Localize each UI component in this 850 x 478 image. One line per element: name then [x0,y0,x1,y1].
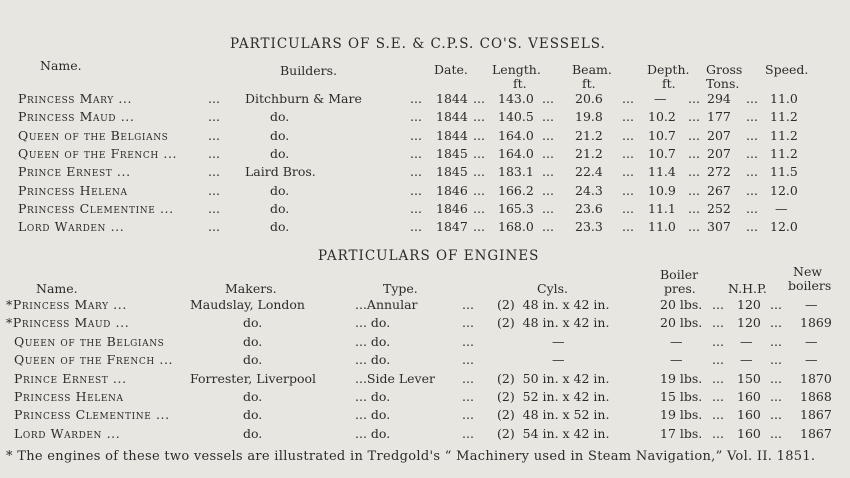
leader-dots [712,354,724,367]
leader-dots [542,93,554,106]
leader-dots [473,93,485,106]
engine-maker: do. [243,425,263,441]
vessel-name: Princess Clementine ... [18,200,174,216]
leader-dots [622,130,634,143]
leader-dots [770,391,782,404]
leader-dots [462,317,474,330]
vessel-builder: Laird Bros. [245,164,316,180]
vessel-date: 1844 [436,109,468,125]
engine-new-boilers: — [805,297,818,312]
engine-new-boilers: 1867 [800,407,832,423]
engine-maker: do. [243,389,263,404]
vessel-depth: 10.9 [648,182,676,198]
engine-nhp: 160 [737,425,761,441]
eng-header-boilers: boilers [788,278,832,293]
engine-boiler-pressure: 20 lbs. [660,315,703,331]
engine-new-boilers: 1869 [800,315,832,331]
engine-type: ...Side Lever [355,370,435,386]
header-depth-unit: ft. [662,76,676,91]
leader-dots [622,93,634,106]
vessel-beam: 23.3 [575,219,603,235]
vessel-beam: 23.6 [575,200,603,216]
vessel-speed: 11.5 [770,164,798,180]
vessel-date: 1844 [436,91,468,106]
vessel-depth: — [654,91,667,106]
vessel-speed: 11.2 [770,109,798,125]
engine-cyls: (2) 52 in. x 42 in. [497,389,610,404]
engine-cyls: — [552,352,565,368]
leader-dots [542,185,554,198]
eng-header-boiler: Boiler [660,267,699,282]
engine-new-boilers: 1868 [800,389,832,404]
header-beam-unit: ft. [582,76,596,91]
engine-new-boilers: — [805,352,818,368]
vessel-builder: do. [270,127,290,143]
leader-dots [473,148,485,161]
vessel-depth: 11.4 [648,164,676,180]
engine-boiler-pressure: — [670,352,683,368]
vessel-gross: 207 [707,145,731,161]
engine-nhp: 150 [737,370,761,386]
vessel-beam: 21.2 [575,127,603,143]
vessel-speed: 11.2 [770,127,798,143]
engine-boiler-pressure: 19 lbs. [660,407,703,423]
engine-nhp: — [740,333,753,349]
vessel-date: 1846 [436,182,468,198]
vessel-builder: do. [270,182,290,198]
leader-dots [622,111,634,124]
leader-dots [208,93,220,106]
leader-dots [462,428,474,441]
leader-dots [208,111,220,124]
engine-name: *Princess Mary ... [6,297,127,312]
leader-dots [770,317,782,330]
engine-type: ... do. [355,333,391,349]
leader-dots [462,336,474,349]
leader-dots [410,130,422,143]
vessel-name: Queen of the Belgians [18,127,169,143]
leader-dots [462,373,474,386]
vessel-length: 165.3 [498,200,534,216]
vessel-builder: do. [270,109,290,125]
vessel-beam: 22.4 [575,164,603,180]
leader-dots [770,409,782,422]
vessel-length: 168.0 [498,219,534,235]
leader-dots [770,373,782,386]
leader-dots [542,221,554,234]
leader-dots [622,203,634,216]
vessel-gross: 177 [707,109,731,125]
vessel-beam: 19.8 [575,109,603,125]
header-length: Length. [492,62,541,77]
leader-dots [410,203,422,216]
leader-dots [770,428,782,441]
leader-dots [712,409,724,422]
leader-dots [542,166,554,179]
engine-boiler-pressure: 20 lbs. [660,297,703,312]
engine-maker: do. [243,315,263,331]
vessel-depth: 11.0 [648,219,676,235]
engine-cyls: (2) 50 in. x 42 in. [497,370,610,386]
leader-dots [473,221,485,234]
vessel-builder: do. [270,219,290,235]
engine-cyls: (2) 48 in. x 42 in. [497,297,610,312]
leader-dots [688,221,700,234]
leader-dots [688,203,700,216]
vessel-depth: 10.7 [648,145,676,161]
vessel-date: 1845 [436,164,468,180]
leader-dots [410,185,422,198]
engines-title: PARTICULARS OF ENGINES [318,248,540,264]
leader-dots [473,130,485,143]
vessel-date: 1847 [436,219,468,235]
vessel-builder: do. [270,200,290,216]
leader-dots [208,221,220,234]
leader-dots [473,203,485,216]
engine-name: Princess Clementine ... [14,407,170,423]
leader-dots [770,299,782,312]
leader-dots [473,185,485,198]
leader-dots [770,336,782,349]
leader-dots [410,166,422,179]
leader-dots [410,221,422,234]
vessel-name: Princess Maud ... [18,109,135,125]
eng-header-cyls: Cyls. [537,281,569,296]
eng-header-boiler-pres: pres. [664,281,696,296]
leader-dots [542,203,554,216]
header-gross: Gross [706,62,743,77]
vessel-length: 164.0 [498,127,534,143]
engine-type: ... do. [355,315,391,331]
leader-dots [208,130,220,143]
vessel-depth: 11.1 [648,200,676,216]
engine-maker: do. [243,352,263,368]
vessel-date: 1845 [436,145,468,161]
vessel-length: 143.0 [498,91,534,106]
engine-maker: do. [243,333,263,349]
vessel-name: Princess Helena [18,182,128,198]
leader-dots [746,111,758,124]
leader-dots [542,148,554,161]
leader-dots [622,185,634,198]
vessel-name: Prince Ernest ... [18,164,131,180]
header-beam: Beam. [572,62,612,77]
engine-name: Queen of the French ... [14,352,174,368]
leader-dots [712,317,724,330]
eng-header-makers: Makers. [225,281,277,296]
engine-maker: Forrester, Liverpool [190,370,317,386]
vessel-length: 183.1 [498,164,534,180]
header-depth: Depth. [647,62,690,77]
engine-new-boilers: 1870 [800,370,832,386]
leader-dots [746,185,758,198]
vessel-speed: 12.0 [770,219,798,235]
engine-boiler-pressure: 15 lbs. [660,389,703,404]
engine-boiler-pressure: 19 lbs. [660,370,703,386]
vessel-builder: do. [270,145,290,161]
engine-type: ... do. [355,407,391,423]
engine-type: ...Annular [355,297,418,312]
vessel-beam: 20.6 [575,91,603,106]
leader-dots [622,166,634,179]
vessel-speed: 11.0 [770,91,798,106]
engine-boiler-pressure: 17 lbs. [660,425,703,441]
engine-nhp: 120 [737,297,761,312]
engine-name: Princess Helena [14,389,124,404]
vessel-length: 140.5 [498,109,534,125]
header-name: Name. [40,58,82,73]
leader-dots [462,354,474,367]
engine-name: Lord Warden ... [14,425,121,441]
leader-dots [208,148,220,161]
engine-name: *Princess Maud ... [6,315,130,331]
header-speed: Speed. [765,62,809,77]
engine-maker: Maudslay, London [190,297,305,312]
vessel-gross: 207 [707,127,731,143]
engine-cyls: (2) 54 in. x 42 in. [497,425,610,441]
leader-dots [688,148,700,161]
leader-dots [462,299,474,312]
leader-dots [688,93,700,106]
eng-header-new: New [793,264,823,279]
leader-dots [688,130,700,143]
header-length-unit: ft. [513,76,527,91]
engine-type: ... do. [355,352,391,368]
engine-name: Queen of the Belgians [14,333,165,349]
leader-dots [712,428,724,441]
leader-dots [622,148,634,161]
leader-dots [688,111,700,124]
engine-nhp: 120 [737,315,761,331]
leader-dots [712,299,724,312]
engine-nhp: 160 [737,407,761,423]
engine-cyls: (2) 48 in. x 42 in. [497,315,610,331]
vessel-depth: 10.2 [648,109,676,125]
vessels-title: PARTICULARS OF S.E. & C.P.S. CO'S. VESSELS. [230,36,606,52]
engine-nhp: 160 [737,389,761,404]
engine-name: Prince Ernest ... [14,370,127,386]
engine-maker: do. [243,407,263,423]
leader-dots [746,221,758,234]
engine-boiler-pressure: — [670,333,683,349]
vessel-builder: Ditchburn & Mare [245,91,362,106]
header-builders: Builders. [280,63,337,78]
leader-dots [770,354,782,367]
vessel-name: Lord Warden ... [18,219,125,235]
engine-cyls: (2) 48 in. x 52 in. [497,407,610,423]
leader-dots [473,111,485,124]
leader-dots [712,373,724,386]
leader-dots [688,166,700,179]
vessel-length: 166.2 [498,182,534,198]
leader-dots [410,93,422,106]
leader-dots [746,130,758,143]
leader-dots [712,336,724,349]
leader-dots [688,185,700,198]
leader-dots [208,185,220,198]
vessel-speed: — [775,200,788,216]
leader-dots [462,409,474,422]
engine-cyls: — [552,333,565,349]
leader-dots [410,148,422,161]
engine-type: ... do. [355,425,391,441]
vessel-speed: 11.2 [770,145,798,161]
vessel-name: Queen of the French ... [18,145,178,161]
vessel-speed: 12.0 [770,182,798,198]
leader-dots [746,148,758,161]
vessel-depth: 10.7 [648,127,676,143]
vessel-date: 1846 [436,200,468,216]
vessel-beam: 21.2 [575,145,603,161]
vessel-date: 1844 [436,127,468,143]
engine-new-boilers: 1867 [800,425,832,441]
leader-dots [746,93,758,106]
leader-dots [746,166,758,179]
header-gross-unit: Tons. [706,76,740,91]
vessel-gross: 307 [707,219,731,235]
eng-header-name: Name. [36,281,78,296]
leader-dots [712,391,724,404]
leader-dots [208,203,220,216]
engine-new-boilers: — [805,333,818,349]
leader-dots [542,111,554,124]
vessel-gross: 252 [707,200,731,216]
vessel-gross: 267 [707,182,731,198]
leader-dots [746,203,758,216]
vessel-name: Princess Mary ... [18,91,133,106]
vessel-beam: 24.3 [575,182,603,198]
vessel-length: 164.0 [498,145,534,161]
engine-nhp: — [740,352,753,368]
vessel-gross: 294 [707,91,731,106]
footnote: * The engines of these two vessels are illustrated in Tredgold's “ Machinery used in Steam Navigation,” Vol. II. 1851. [6,449,816,464]
eng-header-nhp: N.H.P. [728,281,767,296]
leader-dots [410,111,422,124]
leader-dots [462,391,474,404]
leader-dots [542,130,554,143]
vessel-gross: 272 [707,164,731,180]
eng-header-type: Type. [383,281,418,296]
leader-dots [473,166,485,179]
engine-type: ... do. [355,389,391,404]
leader-dots [622,221,634,234]
header-date: Date. [434,62,468,77]
leader-dots [208,166,220,179]
